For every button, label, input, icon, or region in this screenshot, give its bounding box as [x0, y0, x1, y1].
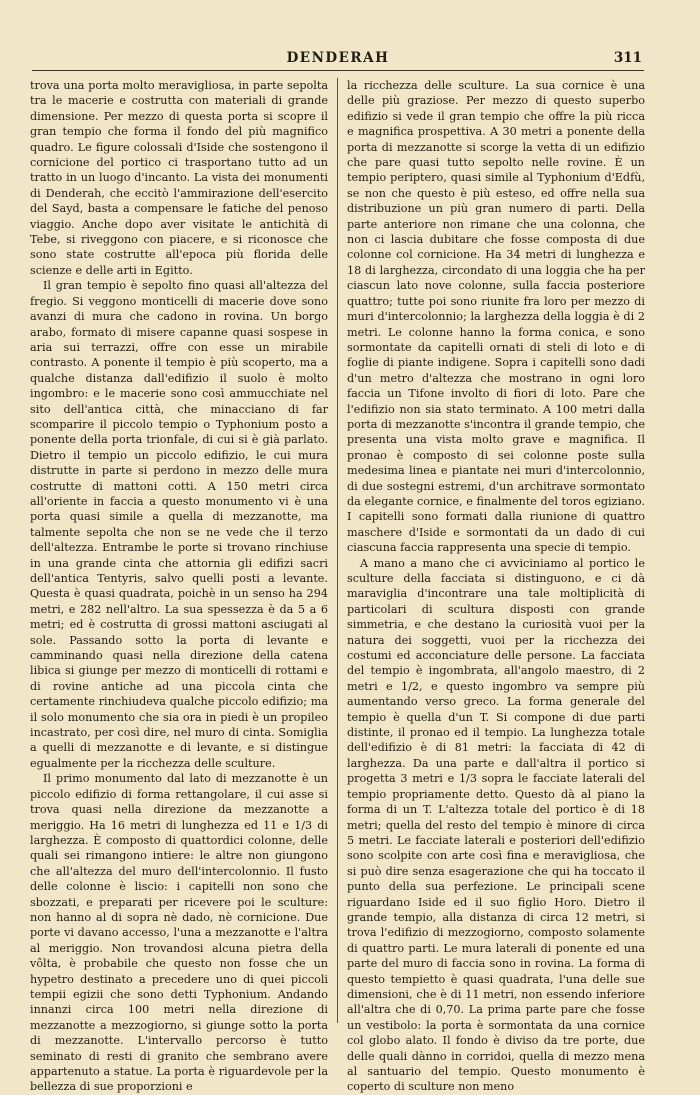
running-title: DENDERAH	[286, 50, 390, 66]
paragraph: trova una porta molto meravigliosa, in parte sepolta tra le macerie e costrutta con materiali di grande dimensione. Per mezzo di questa porta si scopre il gran tempio che forma il fondo del più magnifico quadro. Le figure colossali d'Iside che sostengono il cornicione del portico ci trasportano tutto ad un tratto in un luogo d'incanto. La vista dei monumenti di Denderah, che eccitò l'ammirazione dell'esercito del Sayd, basta a compensare le fatiche del penoso viaggio. Anche dopo aver visitate le antichità di Tebe, si riveggono con piacere, e si riconosce che sono state costrutte all'epoca più florida delle scienze e delle arti in Egitto.	[30, 79, 328, 277]
page-number: 311	[613, 50, 642, 66]
page-header	[32, 50, 644, 71]
paragraph: la ricchezza delle sculture. La sua cornice è una delle più graziose. Per mezzo di questo superbo edifizio si vede il gran tempio che offre la più ricca e magnifica prospettiva. A 30 metri a ponente della porta di mezzanotte si scorge la vetta di un edifizio che pare quasi tutto sepolto nelle rovine. È un tempio periptero, quasi simile al Typhonium d'Edfù, se non che questo è più esteso, ed offre nella sua distribuzione un più gran numero di parti. Della parte anteriore non rimane che una colonna, che non ci lascia dubitare che fosse composta di due colonne col cornicione. Ha 34 metri di lunghezza e 18 di larghezza, circondato di una loggia che ha per ciascun lato nove colonne, sulla faccia posteriore quattro; tutte poi sono riunite fra loro per mezzo di muri d'intercolonnio; la larghezza della loggia è di 2 metri. Le colonne hanno la forma conica, e sono sormontate da capitelli ornati di steli di loto e di foglie di piante indigene. Sopra i capitelli sono dadi d'un metro d'altezza che mostrano in ogni loro faccia un Tifone involto di fiori di loto. Pare che l'edifizio non sia stato terminato. A 100 metri dalla porta di mezzanotte s'incontra il grande tempio, che presenta una vista molto grave e magnifica. Il pronao è composto di sei colonne poste sulla medesima linea e piantate nei muri d'intercolonnio, di due sostegni estremi, d'un architrave sormontato da elegante cornice, e finalmente del toros egiziano. I capitelli sono formati dalla riunione di quattro maschere d'Iside e sormontati da un dado di cui ciascuna faccia rappresenta una specie di tempio.	[347, 79, 645, 555]
right-column	[347, 78, 645, 1094]
paragraph: A mano a mano che ci avviciniamo al portico le sculture della facciata si distinguono, e ci dà maraviglia d'incontrare una tale moltiplicità di particolari di scultura disposti con grande simmetria, e che destano la curiosità vuoi per la natura dei soggetti, vuoi per la ricchezza dei costumi ed acconciature delle persone. La facciata del tempio è ingombrata, all'angolo maestro, di 2 metri e 1/2, e questo ingombro va sempre più aumentando verso greco. La forma generale del tempio è quella d'un T. Si compone di due parti distinte, il pronao ed il tempio. La lunghezza totale dell'edifizio è di 81 metri: la facciata di 42 di larghezza. Da una parte e dall'altra il portico si progetta 3 metri e 1/3 sopra le facciate laterali del tempio propriamente detto. Questo dà al piano la forma di un T. L'altezza totale del portico è di 18 metri; quella del resto del tempio è minore di circa 5 metri. Le facciate laterali e posteriori dell'edifizio sono scolpite con arte così fina e meravigliosa, che si può dire senza esagerazione che qui ha toccato il punto della sua perfezione. Le principali scene riguardano Iside ed il suo figlio Horo. Dietro il grande tempio, alla distanza di circa 12 metri, si trova l'edifizio di mezzogiorno, composto solamente di quattro parti. Le mura laterali di ponente ed una parte del muro di faccia sono in rovina. La forma di questo tempietto è quasi quadrata, l'una delle sue dimensioni, che è di 11 metri, non essendo inferiore all'altra che di 0,70. La prima parte pare che fosse un vestibolo: la porta è sormontata da una cornice col globo alato. Il fondo è diviso da tre porte, due delle quali dànno in corridoi, quella di mezzo mena al santuario del tempio. Questo monumento è coperto di sculture non meno	[347, 556, 645, 1094]
column-divider	[337, 78, 338, 1023]
paragraph: Il primo monumento dal lato di mezzanotte è un piccolo edifizio di forma rettangolare, il cui asse si trova quasi nella direzione da mezzanotte a meriggio. Ha 16 metri di lunghezza ed 11 e 1/3 di larghezza. È composto di quattordici colonne, delle quali sei rimangono intiere: le altre non giungono che all'altezza del muro dell'intercolonnio. Il fusto delle colonne è liscio: i capitelli non sono che sbozzati, e preparati per ricevere poi le sculture: non hanno al di sopra nè dado, nè cornicione. Due porte vi davano accesso, l'una a mezzanotte e l'altra al meriggio. Non trovandosi alcuna pietra della vôlta, è probabile che questo non fosse che un hypetro destinato a precedere uno di quei piccoli tempii egizii che sono detti Typhonium. Andando innanzi circa 100 metri nella direzione di mezzanotte a mezzogiorno, si giunge sotto la porta di mezzanotte. L'intervallo percorso è tutto seminato di resti di granito che sembrano avere appartenuto a statue. La porta è riguardevole per la bellezza di sue proporzioni e	[30, 772, 328, 1094]
paragraph: Il gran tempio è sepolto fino quasi all'altezza del fregio. Si veggono monticelli di macerie dove sono avanzi di mura che cadono in rovina. Un borgo arabo, formato di misere capanne quasi sospese in aria sui terrazzi, offre con esse un mirabile contrasto. A ponente il tempio è più scoperto, ma a qualche distanza dall'edifizio il suolo è molto ingombro: e le macerie sono così ammucchiate nel sito dell'antica città, che minacciano di far scomparire il piccolo tempio o Typhonium posto a ponente della porta trionfale, di cui si è già parlato. Dietro il tempio un piccolo edifizio, le cui mura distrutte in parte si perdono in mezzo delle mura costrutte di mattoni cotti. A 150 metri circa all'oriente in faccia a questo monumento vi è una porta quasi simile a quella di mezzanotte, ma talmente sepolta che non se ne vede che il terzo dell'altezza. Entrambe le porte si trovano rinchiuse in una grande cinta che attornia gli edifizi sacri dell'antica Tentyris, salvo quelli posti a levante. Questa è quasi quadrata, poichè in un senso ha 294 metri, e 282 nell'altro. La sua spessezza è da 5 a 6 metri; ed è costrutta di grossi mattoni asciugati al sole. Passando sotto la porta di levante e camminando quasi nella direzione della catena libica si giunge per mezzo di monticelli di rottami e di rovine antiche ad una piccola cinta che certamente rinchiudeva qualche piccolo edifizio; ma il solo monumento che sia ora in piedi è un propileo incastrato, per così dire, nel muro di cinta. Somiglia a quelli di mezzanotte e di levante, e si distingue egualmente per la ricchezza delle sculture.	[30, 279, 328, 770]
left-column	[30, 78, 328, 1094]
